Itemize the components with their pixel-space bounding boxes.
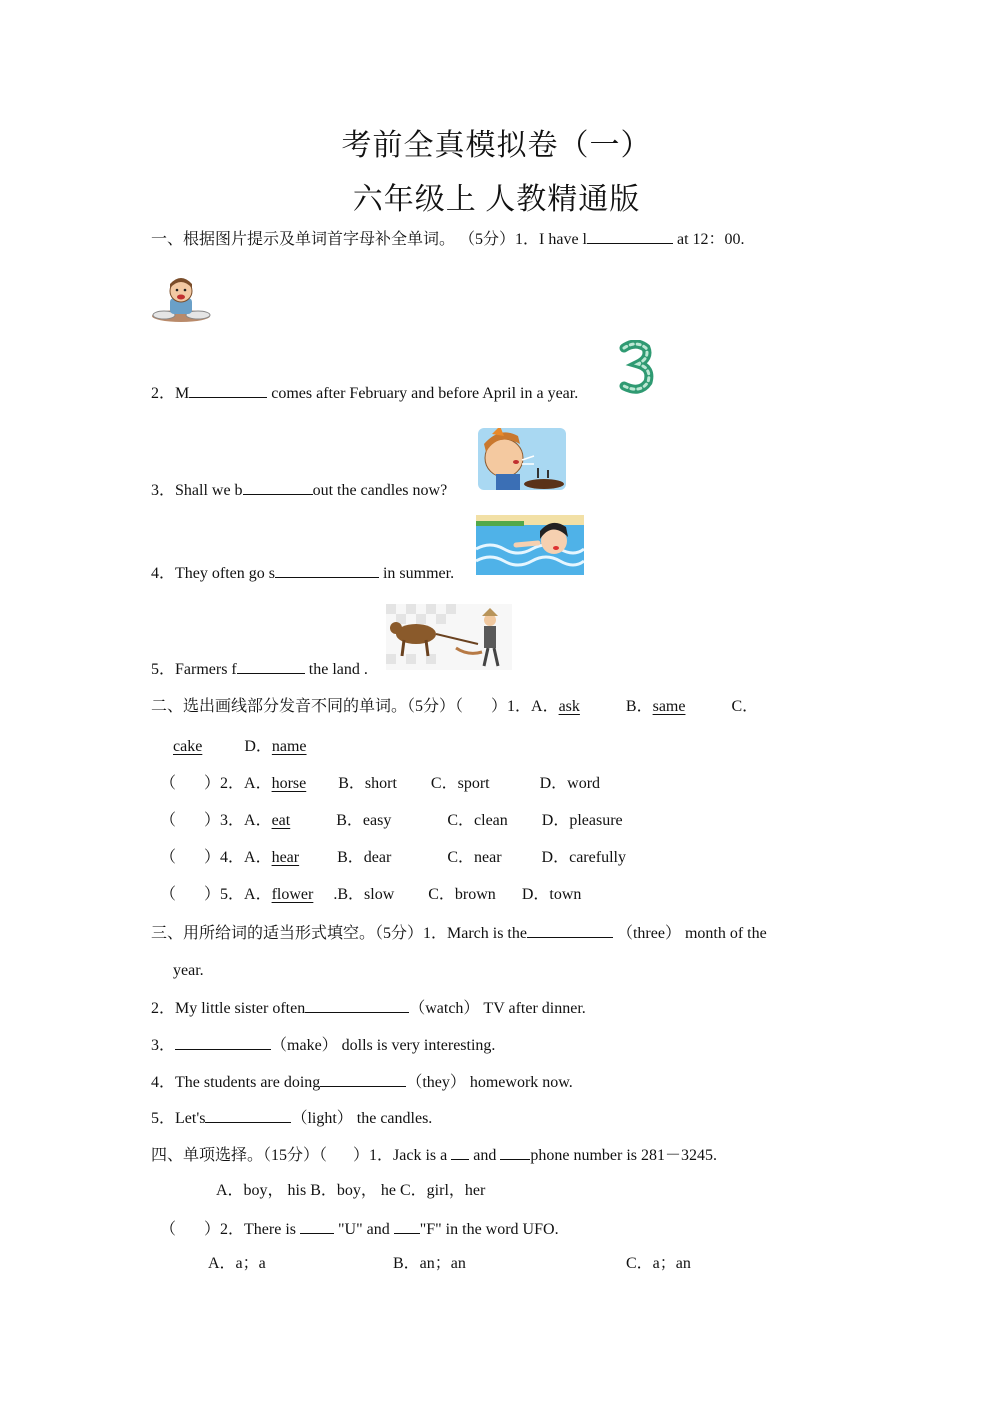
farmer-ploughing-picture	[386, 604, 512, 670]
answer-blank[interactable]	[394, 1218, 420, 1234]
s3-q2-text: 2．My little sister often	[151, 1000, 306, 1017]
s2-q1-c-pre: C．	[731, 698, 759, 715]
s1-q3	[151, 479, 447, 501]
s3-q4-text: 4．The students are doing	[151, 1074, 321, 1091]
s2-q2-a: horse	[271, 775, 307, 792]
s3-q1-end: year.	[173, 962, 204, 979]
s2-q2-c: C．sport	[430, 775, 490, 792]
s2-q1-d-pre: D．	[244, 738, 272, 755]
s2-q2-num: ）2．A．	[204, 775, 272, 792]
s2-q5-b: .B．slow	[333, 886, 395, 903]
paren: （	[160, 1221, 177, 1238]
answer-blank[interactable]	[237, 658, 305, 674]
s2-q2	[160, 774, 600, 794]
s2-q3-d: D．pleasure	[541, 812, 623, 829]
s4-q2-option-c: C．a；an	[626, 1255, 691, 1272]
s1-q1-text: 1．I have l	[515, 231, 587, 248]
section-2-line-1	[151, 697, 758, 717]
boy-blowing-candles-picture	[478, 428, 566, 490]
answer-blank[interactable]	[527, 922, 613, 938]
s3-q5-tail: （light） the candles.	[291, 1110, 433, 1127]
s2-q1-b: same	[652, 698, 686, 715]
s2-q4-b: B．dear	[337, 849, 392, 866]
s1-q2-tail: comes after February and before April in a year.	[267, 385, 579, 402]
answer-blank[interactable]	[205, 1107, 291, 1123]
answer-blank[interactable]	[189, 382, 267, 398]
s4-q2-text: ）2．There is	[204, 1221, 296, 1238]
s2-q1-c: cake	[173, 738, 203, 755]
s2-q1-num: ）1．A．	[491, 698, 559, 715]
answer-blank[interactable]	[587, 228, 673, 244]
section-1-heading: 一、根据图片提示及单词首字母补全单词。 （5分）	[151, 231, 516, 248]
s2-q5-num: ）5．A．	[204, 886, 272, 903]
girl-swimming-picture	[476, 515, 584, 575]
s2-q4-a: hear	[271, 849, 300, 866]
s1-q4-tail: in summer.	[378, 565, 455, 582]
page-title: 考前全真模拟卷（一）	[341, 129, 652, 162]
s2-q2-b: B．short	[338, 775, 397, 792]
s1-q3-tail: out the candles now?	[312, 482, 448, 499]
s2-q4	[160, 848, 626, 868]
s2-q3-b: B．easy	[336, 812, 392, 829]
s3-q1-line-2	[173, 961, 204, 981]
s1-q4-text: 4．They often go s	[151, 565, 275, 582]
answer-blank[interactable]	[305, 997, 409, 1013]
s2-q4-c: C．near	[447, 849, 502, 866]
s4-q2-option-a: A．a；a	[208, 1255, 266, 1272]
paren: （	[160, 886, 177, 903]
s3-q3-tail: （make） dolls is very interesting.	[271, 1037, 496, 1054]
paren: （	[160, 812, 177, 829]
paren: （	[160, 849, 177, 866]
s1-q5-tail: the land .	[304, 661, 368, 678]
s1-q4	[151, 562, 454, 584]
s2-q5	[160, 885, 581, 905]
s3-q5	[151, 1107, 432, 1129]
paren: （	[160, 775, 177, 792]
answer-blank[interactable]	[175, 1034, 271, 1050]
s2-q1-line-2	[173, 737, 307, 757]
s2-q2-d: D．word	[539, 775, 601, 792]
s3-q4-tail: （they） homework now.	[406, 1074, 573, 1091]
s2-q3-c: C．clean	[447, 812, 508, 829]
section-3-heading: 三、用所给词的适当形式填空。（5分）1．March is the	[151, 925, 527, 942]
s1-q1-tail: at 12：00.	[673, 231, 745, 248]
answer-blank[interactable]	[243, 479, 313, 495]
s3-q2	[151, 997, 586, 1019]
s4-q2-mid: "U" and	[338, 1221, 390, 1238]
section-4-heading: 四、单项选择。（15分）（	[151, 1147, 328, 1164]
s1-q3-text: 3．Shall we b	[151, 482, 243, 499]
s2-q1-b-pre: B．	[625, 698, 653, 715]
s2-q5-c: C．brown	[428, 886, 496, 903]
s1-q5-text: 5．Farmers f	[151, 661, 237, 678]
s4-q1-text: ）1．Jack is a	[353, 1147, 448, 1164]
s3-q4	[151, 1071, 573, 1093]
s2-q3-num: ）3．A．	[204, 812, 272, 829]
s3-q3-text: 3．	[151, 1037, 176, 1054]
s2-q3-a: eat	[271, 812, 291, 829]
s4-q2-tail: "F" in the word UFO.	[419, 1221, 559, 1238]
answer-blank[interactable]	[500, 1144, 530, 1160]
s4-q1-and: and	[473, 1147, 497, 1164]
s1-q5	[151, 658, 368, 680]
s2-q5-a: flower	[271, 886, 314, 903]
s1-q2	[151, 382, 578, 404]
number-three-picture	[618, 340, 654, 394]
s2-q5-d: D．town	[521, 886, 582, 903]
page-subtitle: 六年级上 人教精通版	[352, 183, 641, 216]
section-4-line-1	[151, 1144, 717, 1166]
eating-picture	[150, 276, 212, 324]
section-2-heading: 二、选出画线部分发音不同的单词。（5分）（	[151, 698, 464, 715]
s4-q2-option-b: B．an；an	[393, 1255, 466, 1272]
answer-blank[interactable]	[451, 1144, 469, 1160]
s2-q4-num: ）4．A．	[204, 849, 272, 866]
s4-q1-options	[216, 1181, 485, 1201]
s2-q4-d: D．carefully	[541, 849, 626, 866]
answer-blank[interactable]	[300, 1218, 334, 1234]
s3-q3	[151, 1034, 495, 1056]
answer-blank[interactable]	[275, 562, 379, 578]
s3-q5-text: 5．Let's	[151, 1110, 206, 1127]
s2-q3	[160, 811, 623, 831]
s1-q2-text: 2．M	[151, 385, 190, 402]
answer-blank[interactable]	[320, 1071, 406, 1087]
s4-q1-opts: A．boy， his B．boy， he C．girl，her	[216, 1182, 486, 1199]
section-1-line-1	[151, 228, 745, 250]
s3-q1-tail: （three） month of the	[612, 925, 767, 942]
s3-q2-tail: （watch） TV after dinner.	[409, 1000, 586, 1017]
s4-q2	[160, 1218, 559, 1240]
section-3-line-1	[151, 922, 767, 944]
s4-q1-tail: phone number is 281－3245.	[530, 1147, 717, 1164]
s2-q1-d: name	[271, 738, 307, 755]
s2-q1-a: ask	[558, 698, 580, 715]
